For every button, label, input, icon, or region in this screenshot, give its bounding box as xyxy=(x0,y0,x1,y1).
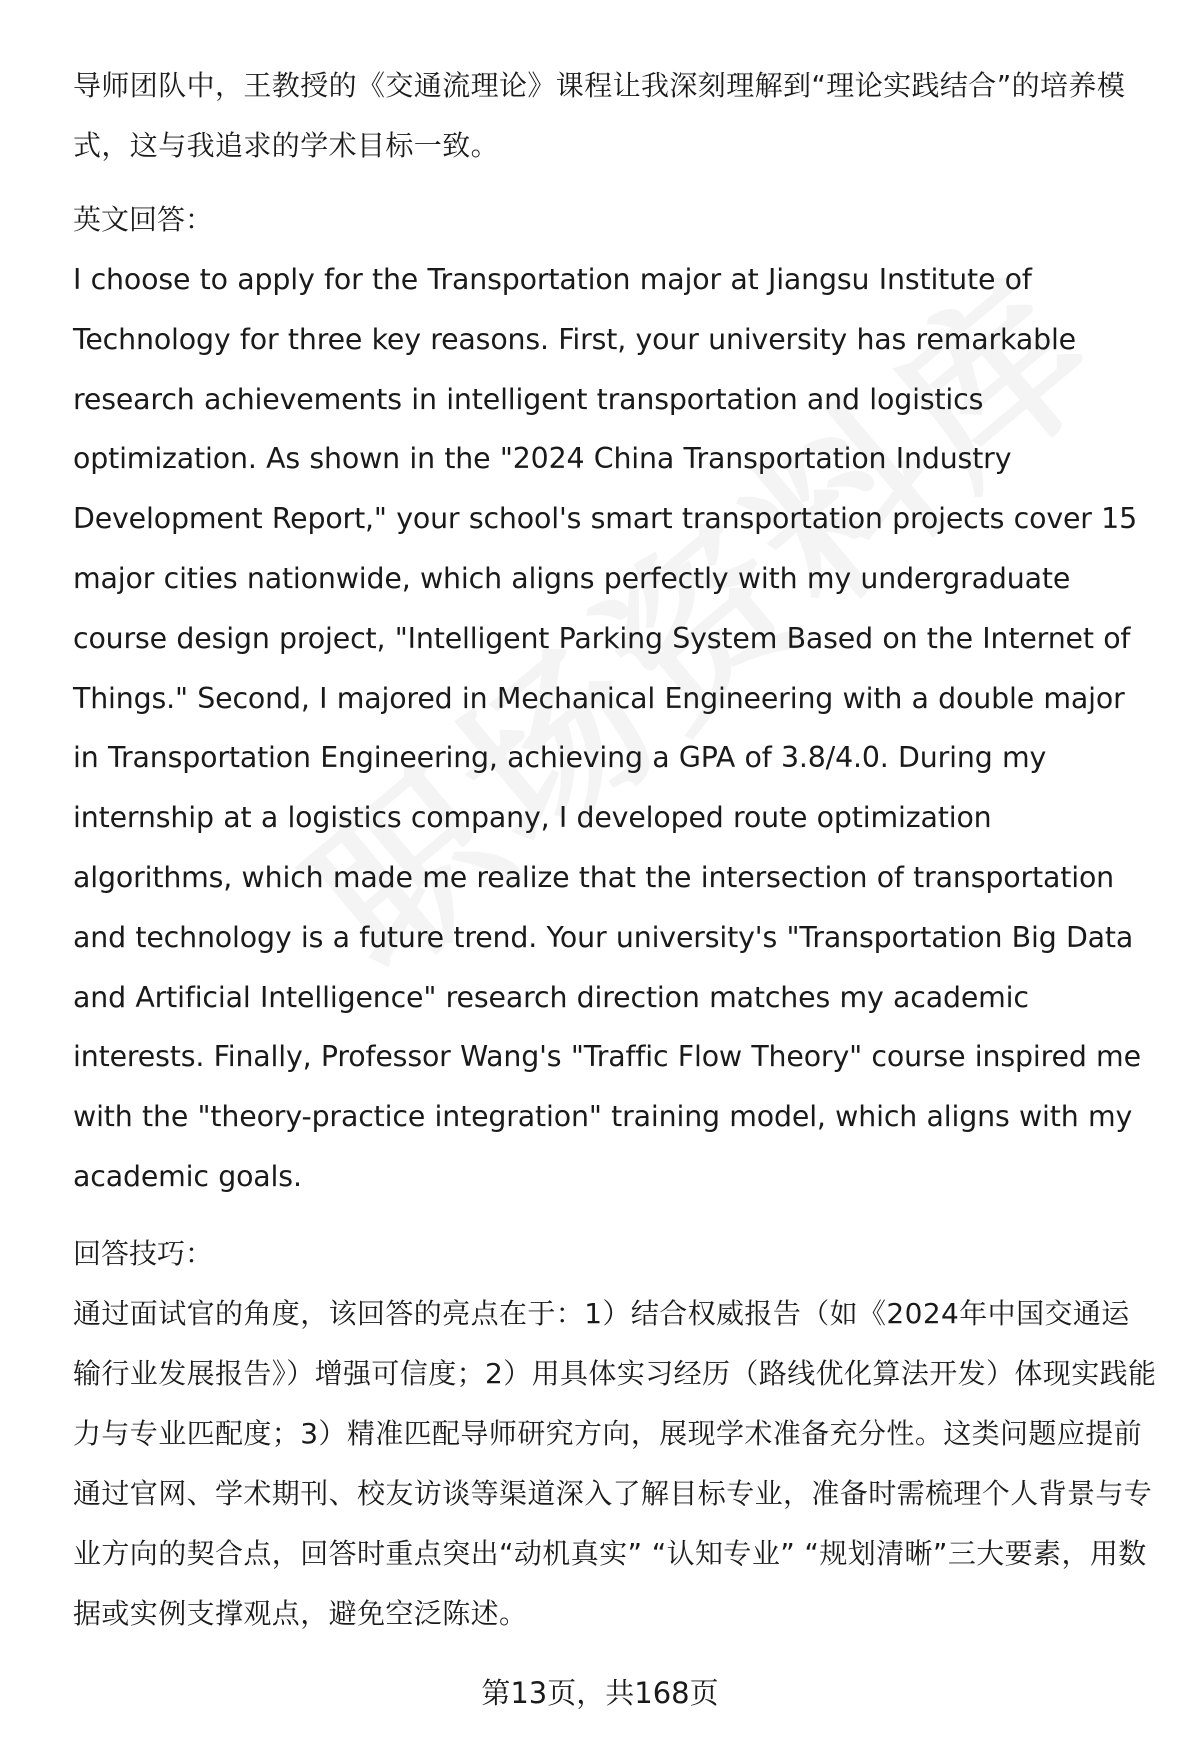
english-answer-paragraph: I choose to apply for the Transportation major at Jiangsu Institute of Technology for three key reasons. First, your university has remarkable research achievements in intelligent transportation and logistics optimization. As shown in the "2024 China Transportation Industry Development Report," your school's smart transportation projects cover 15 major cities nationwide, which aligns perfectly with my undergraduate course design project, "Intelligent Parking System Based on the Internet of Things." Second, I majored in Mechanical Engineering with a double major in Transportation Engineering, achieving a GPA of 3.8/4.0. During my internship at a logistics company, I developed route optimization algorithms, which made me realize that the intersection of transportation and technology is a future trend. Your university's "Transportation Big Data and Artificial Intelligence" research direction matches my academic interests. Finally, Professor Wang's "Traffic Flow Theory" course inspired me with the "theory-practice integration" training model, which aligns with my academic goals. xyxy=(73,263,1141,1193)
tips-heading: 回答技巧： xyxy=(73,1236,214,1270)
spacer xyxy=(73,1207,1158,1224)
page-number: 第13页，共168页 xyxy=(481,1676,719,1710)
page-content xyxy=(73,56,1158,1644)
english-answer-heading: 英文回答： xyxy=(73,203,214,236)
tips-paragraph: 通过面试官的角度，该回答的亮点在于：1）结合权威报告（如《2024年中国交通运输行业发展报告》）增强可信度；2）用具体实习经历（路线优化算法开发）体现实践能力与专业匹配度；3）精准匹配导师研究方向，展现学术准备充分性。这类问题应提前通过官网、学术期刊、校友访谈等渠道深入了解目标专业，准备时需梳理个人背景与专业方向的契合点，回答时重点突出“动机真实” “认知专业” “规划清晰”三大要素，用数据或实例支撑观点，避免空泛陈述。 xyxy=(73,1296,1157,1630)
intro-paragraph: 导师团队中，王教授的《交通流理论》课程让我深刻理解到“理论实践结合”的培养模式，这与我追求的学术目标一致。 xyxy=(73,69,1126,162)
spacer xyxy=(73,176,1158,190)
